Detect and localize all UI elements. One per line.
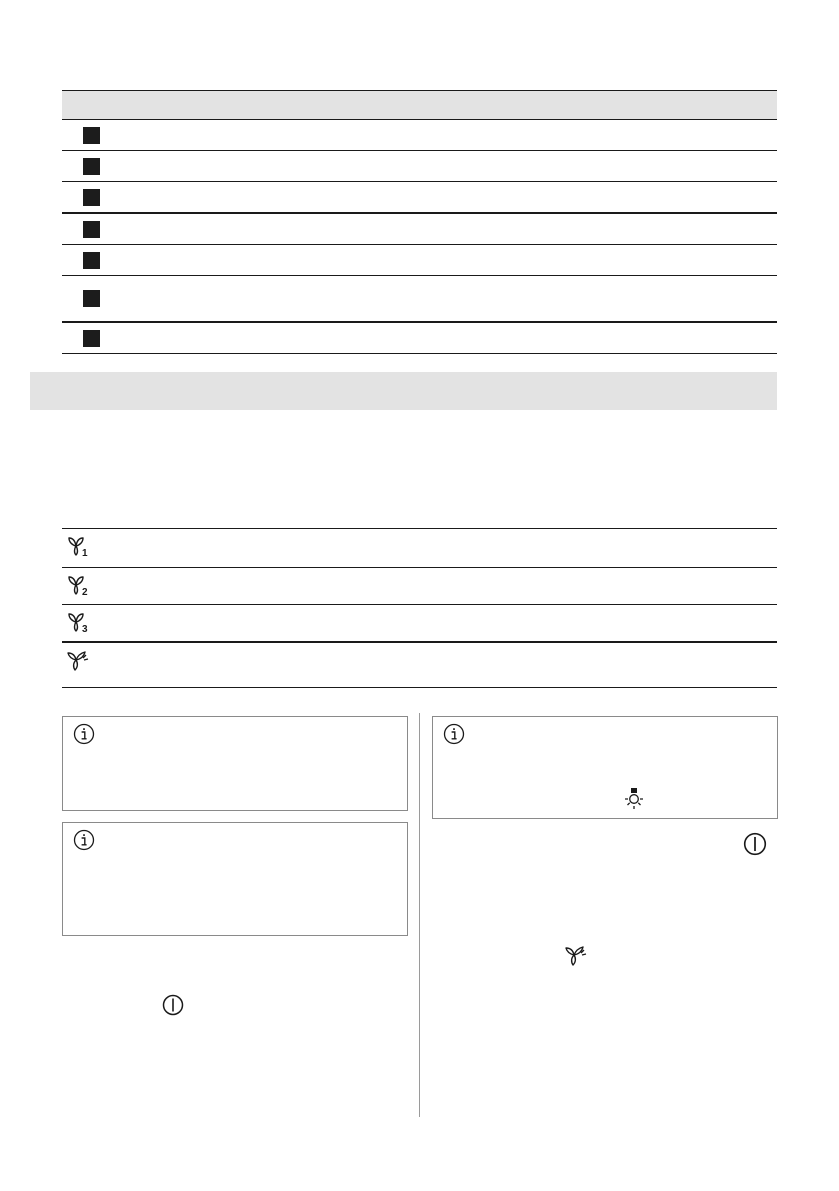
fan-speed-2-icon bbox=[66, 574, 92, 596]
table-row bbox=[62, 120, 777, 151]
power-icon bbox=[742, 831, 768, 857]
svg-text:3: 3 bbox=[82, 624, 88, 633]
info-icon bbox=[73, 829, 95, 851]
square-marker-icon bbox=[83, 221, 100, 238]
svg-text:2: 2 bbox=[82, 587, 88, 596]
table-row bbox=[62, 214, 777, 245]
square-marker-icon bbox=[83, 189, 100, 206]
power-icon bbox=[161, 993, 185, 1017]
svg-text:1: 1 bbox=[82, 548, 88, 557]
light-bulb-icon bbox=[622, 786, 646, 812]
fan-boost-icon bbox=[564, 944, 590, 966]
table-row bbox=[62, 323, 777, 354]
column-divider bbox=[419, 713, 420, 1117]
table-row bbox=[62, 182, 777, 214]
table-row bbox=[62, 605, 777, 643]
info-icon bbox=[73, 723, 95, 745]
fan-speed-3-icon bbox=[66, 611, 92, 633]
parts-table bbox=[62, 90, 777, 354]
fan-speed-1-icon bbox=[66, 535, 92, 557]
table-row bbox=[62, 151, 777, 182]
table-row bbox=[62, 276, 777, 323]
fan-speed-table bbox=[62, 528, 777, 688]
table-row bbox=[62, 643, 777, 688]
square-marker-icon bbox=[83, 127, 100, 144]
section-header-band bbox=[30, 372, 777, 410]
square-marker-icon bbox=[83, 290, 100, 307]
info-box-left-bottom bbox=[62, 822, 408, 936]
table-row bbox=[62, 245, 777, 276]
square-marker-icon bbox=[83, 252, 100, 269]
square-marker-icon bbox=[83, 330, 100, 347]
info-box-right-top bbox=[432, 716, 778, 819]
parts-table-header bbox=[62, 90, 777, 120]
info-icon bbox=[443, 723, 465, 745]
table-row bbox=[62, 568, 777, 605]
info-box-left-top bbox=[62, 716, 408, 811]
fan-boost-icon bbox=[66, 649, 92, 671]
square-marker-icon bbox=[83, 158, 100, 175]
table-row bbox=[62, 529, 777, 568]
